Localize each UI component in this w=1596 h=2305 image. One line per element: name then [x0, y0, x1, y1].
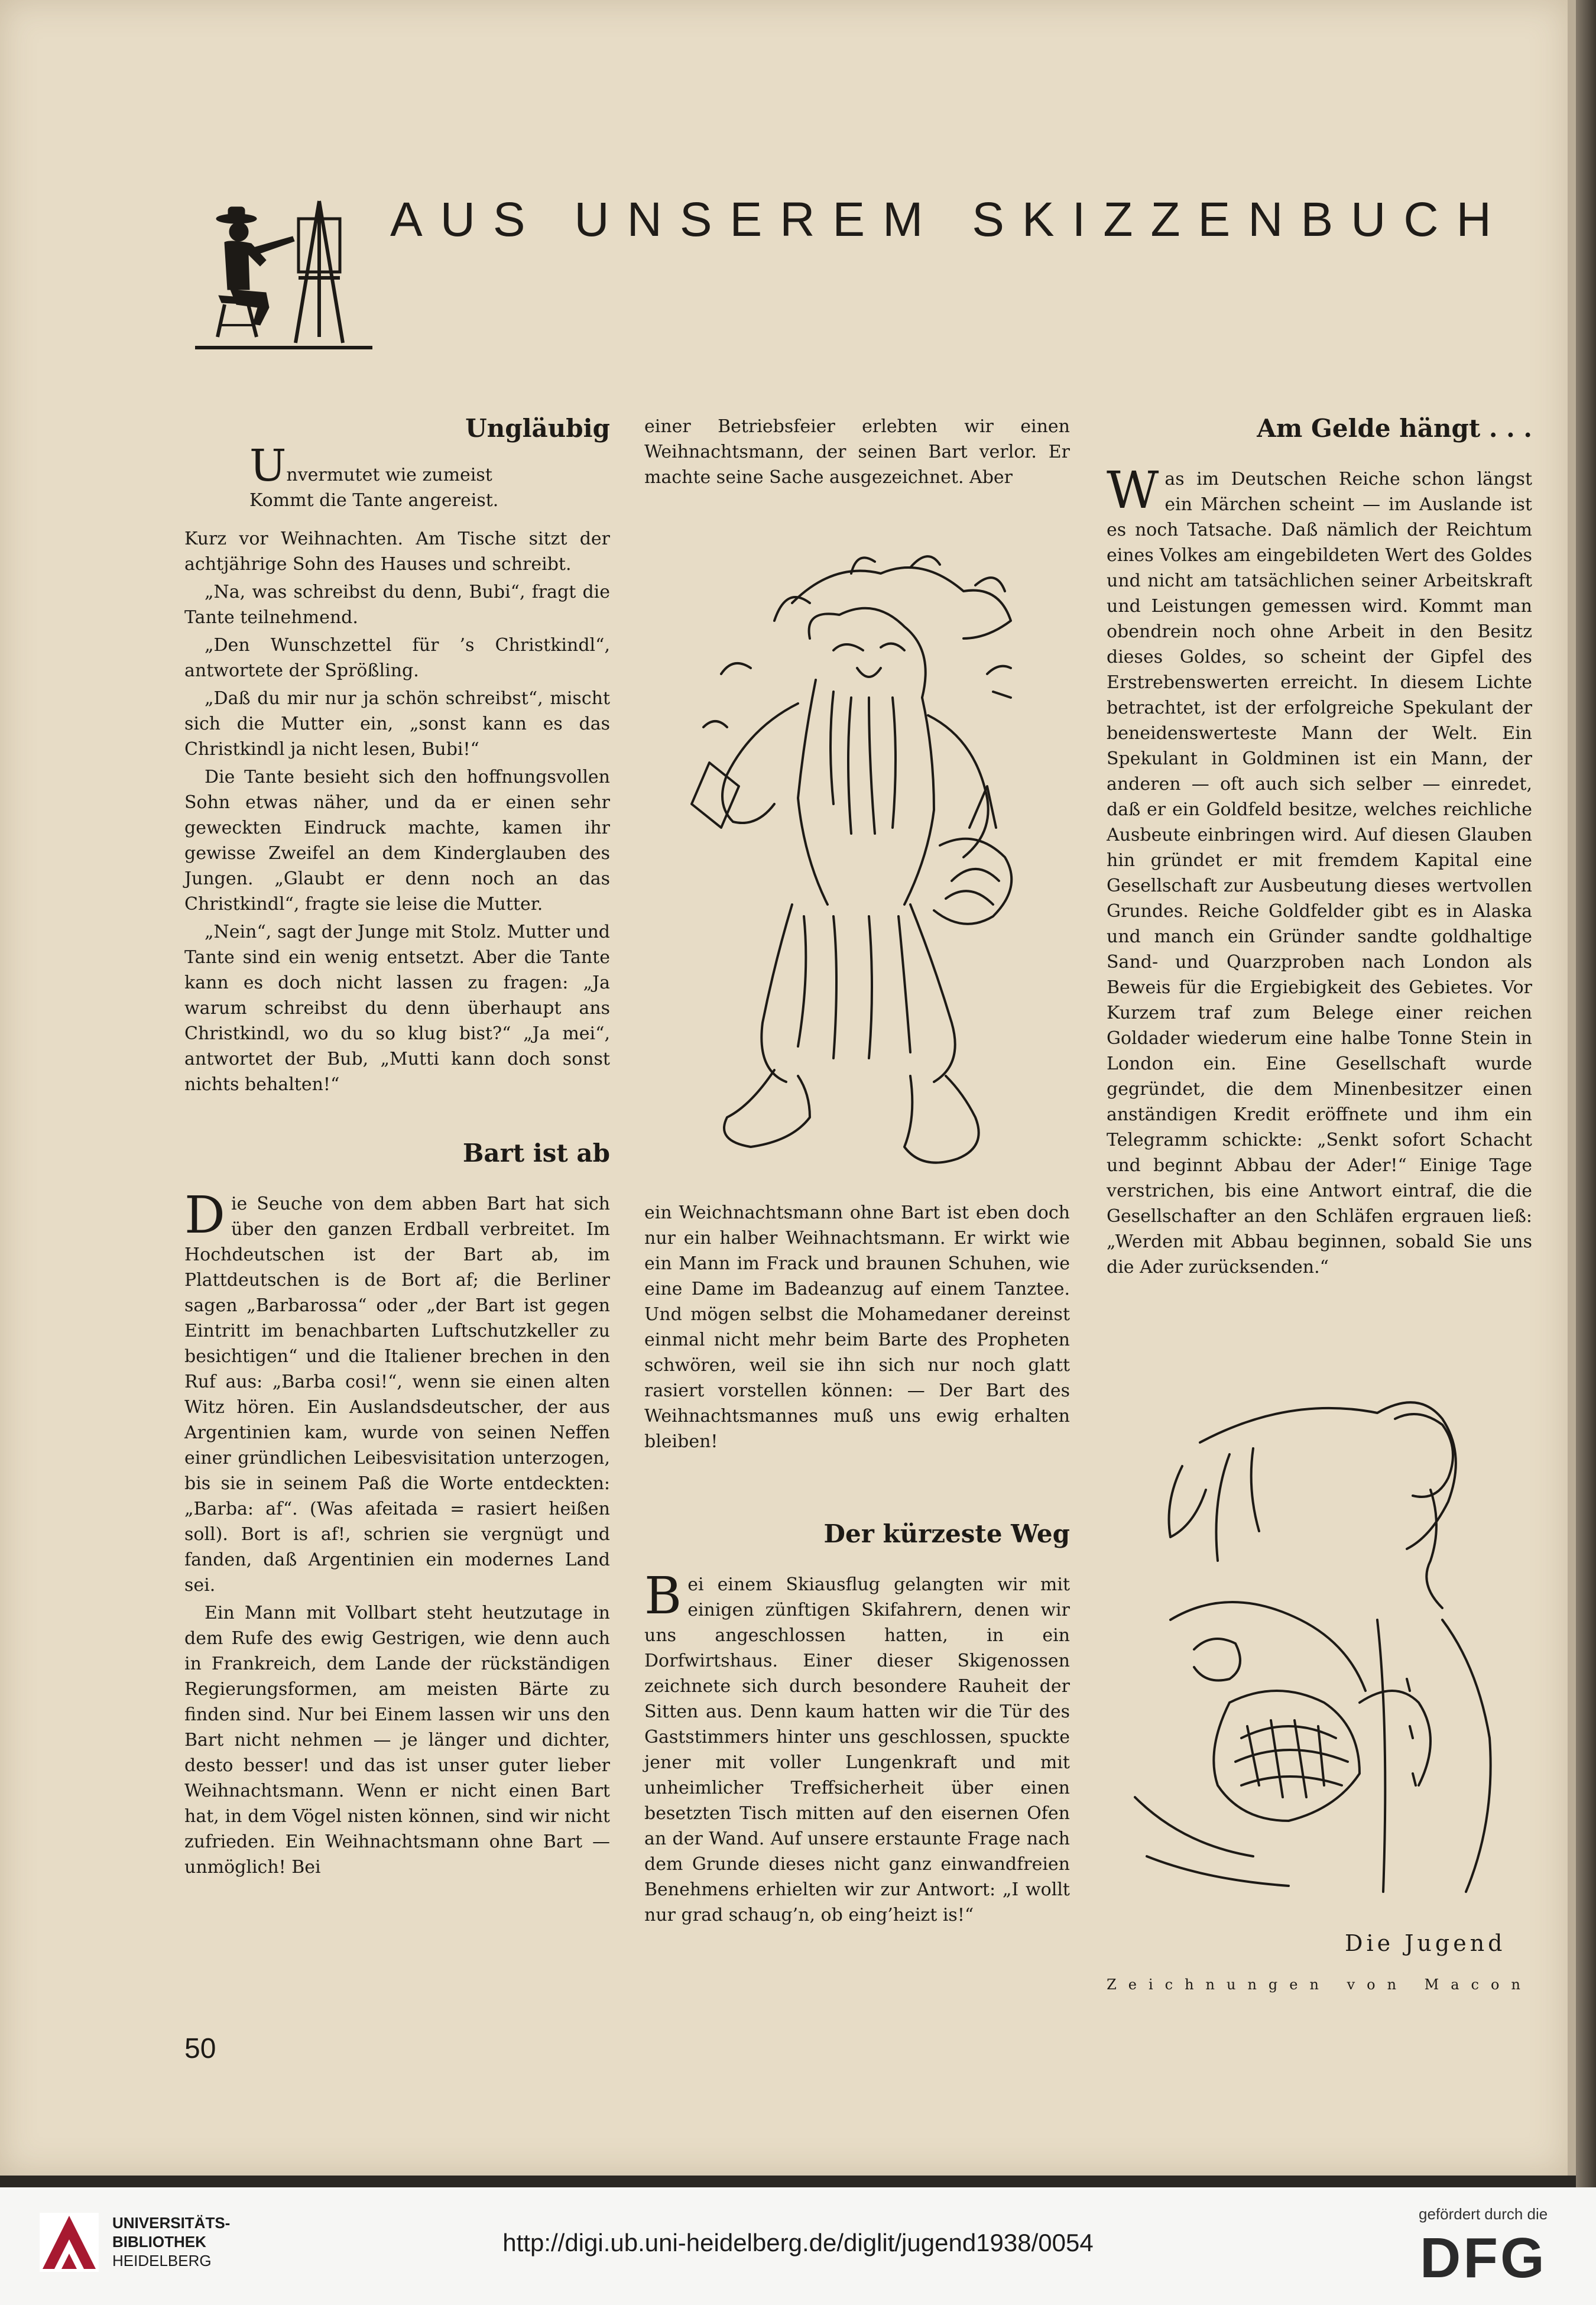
library-line-3: HEIDELBERG	[112, 2252, 212, 2270]
funding-label: gefördert durch die	[1419, 2205, 1548, 2223]
article-title-unglaeubig: Ungläubig	[465, 414, 610, 443]
column-middle	[644, 414, 1070, 492]
dropcap-w: W	[1107, 461, 1159, 520]
poem-line-1: nvermutet wie zumeist	[286, 465, 492, 485]
illustration-caption: Die Jugend	[1345, 1930, 1506, 1956]
dropcap-b: B	[644, 1567, 682, 1626]
poem-line-2: Kommt die Tante angereist.	[249, 490, 499, 511]
painter-vignette	[195, 189, 372, 355]
dancing-couple-illustration	[1111, 1372, 1537, 1915]
paragraph: ei einem Skiausflug gelangten wir mit einigen zünftigen Skifahrern, denen wir uns angeschlossen hatten, in ein Dorfwirtshaus. Einer dieser Skigenossen zeichnete sich durch besondere Rauheit der Sitten aus. Denn kaum hatten wir die Tür des Gaststimmers hinter uns geschlossen, spuckte jener mit voller Lungenkraft und mit unheimlicher Treffsicherheit über einen besetzten Tisch mitten auf den eisernen Ofen an der Wand. Auf unsere erstaunte Frage nach dem Grunde dieses nicht ganz einwandfreien Benehmens erhielten wir zur Antwort: „I wollt nur grad schaug’n, ob eing’heizt is!“	[644, 1574, 1070, 1925]
source-url-link[interactable]: http://digi.ub.uni-heidelberg.de/diglit/jugend1938/0054	[502, 2229, 1094, 2257]
paragraph: Kurz vor Weihnachten. Am Tische sitzt der achtjährige Sohn des Hauses und schreibt.	[184, 529, 610, 575]
paragraph-continuation: einer Betriebsfeier erlebten wir einen Weihnachtsmann, der seinen Bart verlor. Er machte seine Sache ausgezeichnet. Aber	[644, 416, 1070, 488]
page-edge	[1576, 0, 1596, 2187]
dfg-logo[interactable]: DFG	[1420, 2226, 1547, 2290]
paragraph: „Nein“, sagt der Junge mit Stolz. Mutter und Tante sind ein wenig entsetzt. Aber die Tante kann es doch nicht lassen zu fragen: „Ja warum schreibst du denn überhaupt ans Christkindl, wo du so klug bist?“ „Ja mei“, antwortet der Bub, „Mutti kann doch sonst nichts behalten!“	[184, 922, 610, 1095]
article-title-bart-ist-ab: Bart ist ab	[462, 1139, 610, 1168]
santa-illustration	[656, 550, 1070, 1182]
poem	[184, 440, 610, 513]
article-title-der-kuerzeste-weg: Der kürzeste Weg	[823, 1519, 1070, 1548]
paragraph: ie Seuche von dem abben Bart hat sich über den ganzen Erdball verbreitet. Im Hochdeutschen ist der Bart ab, im Plattdeutschen is de Bort af; die Berliner sagen „Barbarossa“ oder „der Bart ist gegen Eintritt im benachbarten Luftschutzkeller zu besichtigen“ und die Italiener brechen in den Ruf aus: „Barba cosi!“, wenn sie einen alten Witz hören. Ein Auslandsdeutscher, der aus Argentinien kam, wurde von seinen Neffen einer gründlichen Leibesvisitation unterzogen, bis sie in seinem Paß die Worte entdeckten: „Barba: af“. (Was afeitada = rasiert heißen soll). Bort is af!, schrien sie vergnügt und fanden, daß Argentinien ein modernes Land sei.	[184, 1194, 610, 1596]
column-left	[184, 414, 610, 1882]
illustration-credit: Zeichnungen von Macon	[1107, 1976, 1532, 1993]
paragraph: „Na, was schreibst du denn, Bubi“, fragt die Tante teilnehmend.	[184, 582, 610, 628]
paragraph: Die Tante besieht sich den hoffnungsvollen Sohn etwas näher, und da er einen sehr geweckten Eindruck machte, kamen ihr gewisse Zweifel an dem Kinderglauben des Jungen. „Glaubt er denn noch an das Christkindl“, fragte sie leise die Mutter.	[184, 767, 610, 915]
paragraph: Ein Mann mit Vollbart steht heutzutage in dem Rufe des ewig Gestrigen, wie denn auch in Frankreich, dem Lande der rückständigen Regierungsformen, am meisten Bärte zu finden sind. Nur bei Einem lassen wir uns den Bart nicht nehmen — je länger und dichter, desto besser! und das ist unser guter lieber Weihnachtsmann. Wenn er nicht einen Bart hat, in dem Vögel nisten können, sind wir nicht zufrieden. Ein Weihnachtsmann ohne Bart — unmöglich! Bei	[184, 1603, 610, 1878]
paragraph-continuation: ein Weichnachtsmann ohne Bart ist eben doch nur ein halber Weihnachtsmann. Er wirkt wie ein Mann im Frack und braunen Schuhen, wie eine Dame im Badeanzug auf einem Tanztee. Und mögen selbst die Mohamedaner dereinst einmal nicht mehr beim Barte des Propheten schwören, weil sie ihn sich nur noch glatt rasiert vorstellen können: — Der Bart des Weihnachtsmannes muß uns ewig erhalten bleiben!	[644, 1202, 1070, 1452]
library-line-1: UNIVERSITÄTS-	[112, 2214, 231, 2232]
dropcap-d: D	[184, 1186, 225, 1245]
paragraph: „Den Wunschzettel für ’s Christkindl“, antwortete der Sprößling.	[184, 635, 610, 681]
page-title: AUS UNSEREM SKIZZENBUCH	[390, 193, 1509, 247]
paragraph: „Daß du mir nur ja schön schreibst“, mischt sich die Mutter ein, „sonst kann es das Christkindl ja nicht lesen, Bubi!“	[184, 688, 610, 760]
article-title-am-gelde-haengt: Am Gelde hängt . . .	[1257, 414, 1532, 443]
poem-dropcap: U	[249, 440, 287, 491]
paragraph: as im Deutschen Reiche schon längst ein Märchen scheint — im Auslande ist es noch Tatsache. Daß nämlich der Reichtum eines Volkes am eingebildeten Wert des Goldes und nicht am tatsächlichen seiner Arbeitskraft und Leistungen gemessen wird. Kommt man obendrein noch ohne Arbeit in den Besitz dieses Goldes, so scheint der Gipfel des Erstrebenswerten erreicht. In diesem Lichte betrachtet, ist der erfolgreiche Spekulant der beneidenswerteste Mann der Welt. Ein Spekulant in Goldminen ist ein Mann, der anderen — oft auch sich selber — einredet, daß er ein Goldfeld besitze, welches reichliche Ausbeute einbringen wird. Auf diesen Glauben hin gründet er mit fremdem Kapital eine Gesellschaft zur Ausbeutung dieses wertvollen Grundes. Reiche Goldfelder gibt es in Alaska und manch ein Gründer sandte goldhaltige Sand- und Quarzproben nach London als Beweis für die Ergiebigkeit des Gebietes. Vor Kurzem traf zum Belege einer reichen Goldader wiederum eine halbe Tonne Stein in London ein. Eine Gesellschaft wurde gegründet, die dem Minenbesitzer einen anständigen Kredit eröffnete und ihm ein Telegramm schickte: „Senkt sofort Schacht und beginnt Abbau der Ader!“ Einige Tage verstrichen, bis eine Antwort eintraf, die die Gesellschafter an den Schläfen ergrauen ließ: „Werden mit Abbau beginnen, sobald Sie uns die Ader zurücksenden.“	[1107, 469, 1532, 1278]
column-middle-lower	[644, 1200, 1070, 1930]
library-line-2: BIBLIOTHEK	[112, 2233, 206, 2251]
page-number: 50	[184, 2033, 216, 2064]
column-right	[1107, 414, 1532, 1282]
